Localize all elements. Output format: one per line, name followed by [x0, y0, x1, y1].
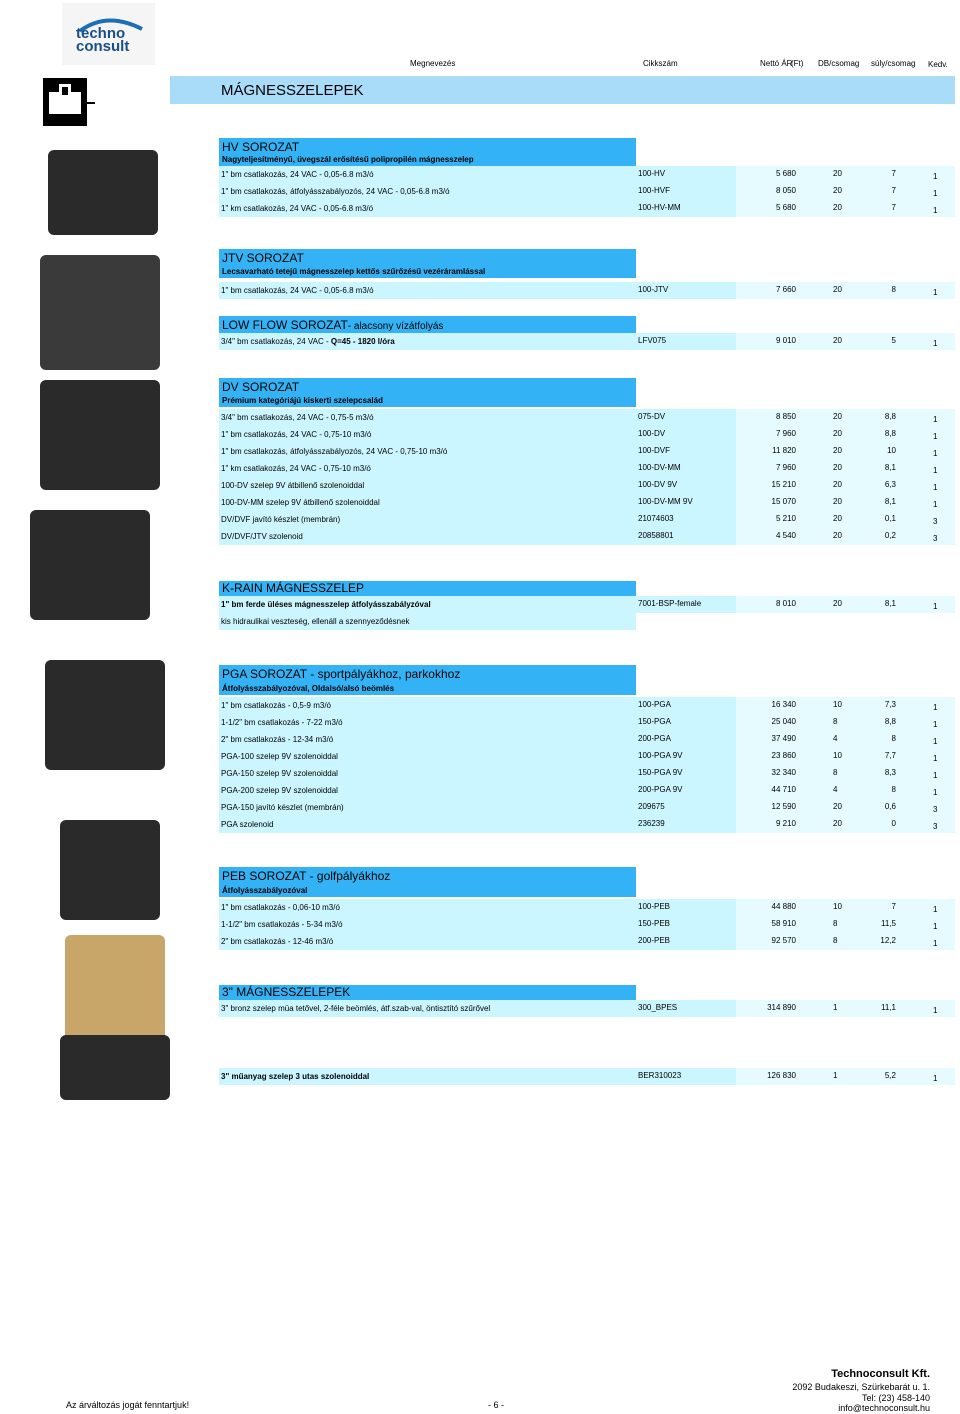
col-header-weight: súly/csomag: [871, 59, 916, 68]
row-code: 100-JTV: [638, 285, 669, 294]
row-code: 100-DV 9V: [638, 480, 678, 489]
row-weight: 8,3: [884, 768, 896, 777]
row-name: [221, 481, 364, 490]
col-header-code: Cikkszám: [643, 59, 678, 68]
row-price: 7 960: [775, 463, 796, 472]
row-weight: 12,2: [880, 936, 896, 945]
row-name: [221, 532, 303, 541]
row-values-cell: [736, 200, 955, 217]
row-code: 200-PGA 9V: [638, 785, 683, 794]
row-pack: 20: [833, 412, 842, 421]
row-name-text: 3/4" bm csatlakozás, 24 VAC -: [221, 337, 331, 346]
row-values-cell: [736, 409, 955, 426]
row-name: [221, 735, 333, 744]
row-name-text: DV/DVF/JTV szolenoid: [221, 532, 303, 541]
row-values-cell: [736, 748, 955, 765]
row-values-cell: [736, 460, 955, 477]
plastic-3in-valve-image: [60, 1035, 170, 1100]
row-price: 5 680: [775, 169, 796, 178]
row-name-text: 2" bm csatlakozás - 12-34 m3/ó: [221, 735, 334, 744]
row-name-text: 100-DV-MM szelep 9V átbillenő szolenoiddal: [221, 498, 380, 507]
row-name: [221, 701, 331, 710]
row-weight: 7: [891, 203, 896, 212]
row-values-cell: [736, 916, 955, 933]
row-pack: 4: [833, 734, 838, 743]
row-weight: 5,2: [884, 1071, 896, 1080]
row-code: 200-PEB: [638, 936, 671, 945]
row-name: [221, 769, 338, 778]
row-code: 100-DV-MM: [638, 463, 681, 472]
row-price: 314 890: [767, 1003, 796, 1012]
row-pack: 20: [833, 186, 842, 195]
row-pack: 8: [833, 768, 838, 777]
row-code: LFV075: [638, 336, 667, 345]
row-pack: 8: [833, 936, 838, 945]
dv-valve-image: [40, 380, 160, 490]
row-pack: 20: [833, 336, 842, 345]
row-price: 8 010: [775, 599, 796, 608]
row-price: 5 680: [775, 203, 796, 212]
section-subtitle: Átfolyásszabályozóval, Oldalsó/alsó beömlés: [222, 684, 395, 693]
section-title: K-RAIN MÁGNESSZELEP: [222, 581, 365, 595]
bronze-valve-image: [65, 935, 165, 1045]
row-name: [221, 1004, 490, 1013]
row-code: 075-DV: [638, 412, 666, 421]
row-code: 300_BPES: [638, 1003, 678, 1012]
row-pack: 20: [833, 531, 842, 540]
row-disc: 1: [933, 415, 938, 424]
row-pack: 20: [833, 446, 842, 455]
footer-rights: Az árváltozás jogát fenntartjuk!: [66, 1400, 190, 1410]
row-disc: 1: [933, 466, 938, 475]
row-pack: 20: [833, 429, 842, 438]
row-pack: 20: [833, 802, 842, 811]
row-name-bold: 3" műanyag szelep 3 utas szolenoiddal: [221, 1072, 370, 1081]
row-weight: 0,6: [884, 802, 896, 811]
row-weight: 0: [891, 819, 896, 828]
row-price: 8 850: [775, 412, 796, 421]
section-header-krain: [219, 581, 636, 596]
row-disc: 3: [933, 822, 938, 831]
peb-valve-image: [60, 820, 160, 920]
row-name-text: 3/4" bm csatlakozás, 24 VAC - 0,75-5 m3/ó: [221, 413, 374, 422]
row-code: 7001-BSP-female: [638, 599, 702, 608]
row-name: [221, 498, 380, 507]
row-pack: 1: [833, 1071, 838, 1080]
row-values-cell: [736, 511, 955, 528]
row-weight: 8,1: [884, 463, 896, 472]
section-subtitle: Átfolyásszabályozóval: [222, 886, 308, 895]
row-name: [221, 600, 431, 609]
row-name-text: kis hidraulikai veszteség, ellenáll a szennyeződésnek: [221, 617, 410, 626]
section-header-dv: [219, 378, 636, 407]
row-weight: 8: [891, 785, 896, 794]
row-name-text: 1" bm csatlakozás - 0,06-10 m3/ó: [221, 903, 340, 912]
row-price: 32 340: [771, 768, 796, 777]
row-code: 236239: [638, 819, 665, 828]
row-name-bold: Q=45 - 1820 l/óra: [330, 337, 395, 346]
row-name: [221, 286, 374, 295]
row-values-cell: [736, 528, 955, 545]
row-name-text: 100-DV szelep 9V átbillenő szolenoiddal: [221, 481, 365, 490]
row-name: [221, 752, 338, 761]
row-name-text: 3" bronz szelep müa tetővel, 2-féle beömlés, átf.szab-val, öntisztító szűrővel: [221, 1004, 491, 1013]
row-values-cell: [736, 816, 955, 833]
row-values-cell: [736, 714, 955, 731]
section-header-3in: [219, 985, 636, 1000]
footer-email: info@technoconsult.hu: [838, 1403, 930, 1413]
section-subtitle: Lecsavarható tetejű mágnesszelep kettős szűrőzésű vezéráramlással: [222, 267, 486, 276]
row-price: 4 540: [775, 531, 796, 540]
row-name: [221, 337, 395, 346]
row-name-text: PGA-200 szelep 9V szolenoiddal: [221, 786, 338, 795]
section-header-lowflow: [219, 316, 636, 333]
row-disc: 1: [933, 1006, 938, 1015]
row-disc: 3: [933, 805, 938, 814]
row-code: 100-DV: [638, 429, 666, 438]
row-pack: 4: [833, 785, 838, 794]
row-price: 44 880: [771, 902, 796, 911]
k-rain-valve-image: [30, 510, 150, 620]
row-values-cell: [736, 782, 955, 799]
row-price: 16 340: [771, 700, 796, 709]
row-name-text: 1" bm csatlakozás, 24 VAC - 0,75-10 m3/ó: [221, 430, 372, 439]
row-pack: 20: [833, 497, 842, 506]
row-values-cell: [736, 799, 955, 816]
row-name-text: 2" bm csatlakozás - 12-46 m3/ó: [221, 937, 334, 946]
section-header-pga: [219, 665, 636, 695]
row-disc: 1: [933, 771, 938, 780]
row-weight: 7: [891, 186, 896, 195]
row-price: 7 960: [775, 429, 796, 438]
row-weight: 8,8: [884, 717, 896, 726]
row-code: 100-PGA: [638, 700, 671, 709]
row-name: [221, 204, 373, 213]
logo-text-line1: techno: [76, 25, 126, 42]
col-header-price: Nettó ÁR: [760, 59, 793, 68]
footer-company: Technoconsult Kft.: [831, 1368, 930, 1380]
col-header-pack: DB/csomag: [818, 59, 860, 68]
row-name: [221, 786, 338, 795]
row-price: 12 590: [771, 802, 796, 811]
row-name: [221, 464, 371, 473]
row-name-text: 1" bm csatlakozás, 24 VAC - 0,05-6.8 m3/ó: [221, 286, 374, 295]
row-values-cell: [736, 183, 955, 200]
row-price: 25 040: [771, 717, 796, 726]
page-title-bar: [170, 76, 955, 104]
row-name-text: 1" bm csatlakozás, 24 VAC - 0,05-6.8 m3/ó: [221, 170, 374, 179]
row-name: [221, 903, 340, 912]
row-weight: 8,8: [884, 429, 896, 438]
row-disc: 1: [933, 939, 938, 948]
row-name-text: 1-1/2" bm csatlakozás - 7-22 m3/ó: [221, 718, 343, 727]
row-values-cell: [736, 731, 955, 748]
row-weight: 8: [891, 285, 896, 294]
valve-category-icon: [43, 78, 95, 126]
row-disc: 1: [933, 1074, 938, 1083]
row-price: 8 050: [775, 186, 796, 195]
row-pack: 8: [833, 919, 838, 928]
row-disc: 1: [933, 172, 938, 181]
row-weight: 11,1: [881, 1003, 896, 1012]
row-name-text: 1" km csatlakozás, 24 VAC - 0,75-10 m3/ó: [221, 464, 371, 473]
logo-text-line2: consult: [76, 38, 130, 55]
row-price: 15 210: [771, 480, 796, 489]
section-title: DV SOROZAT: [222, 380, 300, 394]
row-name: [221, 920, 343, 929]
row-disc: 1: [933, 483, 938, 492]
row-name: [221, 718, 343, 727]
footer-address: 2092 Budakeszi, Szürkebarát u. 1.: [792, 1382, 930, 1392]
row-disc: 1: [933, 432, 938, 441]
row-disc: 1: [933, 189, 938, 198]
row-name-text: 1" bm csatlakozás, átfolyásszabályozós, 24 VAC - 0,05-6.8 m3/ó: [221, 187, 450, 196]
row-name-text: 1" bm csatlakozás, átfolyásszabályozós, 24 VAC - 0,75-10 m3/ó: [221, 447, 448, 456]
row-name-cell: [219, 816, 636, 833]
row-values-cell: [736, 282, 955, 299]
row-pack: 20: [833, 599, 842, 608]
row-code: BER310023: [638, 1071, 682, 1080]
row-weight: 0,1: [884, 514, 896, 523]
col-header-unit: (Ft): [791, 59, 804, 68]
row-name: [221, 515, 340, 524]
row-disc: 1: [933, 602, 938, 611]
row-price: 9 010: [775, 336, 796, 345]
row-name-text: PGA-150 szelep 9V szolenoiddal: [221, 769, 338, 778]
row-weight: 8,1: [884, 497, 896, 506]
section-title: HV SOROZAT: [222, 140, 300, 154]
section-title: JTV SOROZAT: [222, 251, 304, 265]
col-header-name: Megnevezés: [410, 59, 456, 68]
pga-valve-image: [45, 660, 165, 770]
row-code: 20858801: [638, 531, 674, 540]
row-weight: 0,2: [884, 531, 896, 540]
row-name-text: 1-1/2" bm csatlakozás - 5-34 m3/ó: [221, 920, 343, 929]
row-name-text: 1" km csatlakozás, 24 VAC - 0,05-6.8 m3/ó: [221, 204, 374, 213]
row-code: 100-PGA 9V: [638, 751, 683, 760]
row-price: 11 820: [772, 446, 796, 455]
row-weight: 7: [891, 169, 896, 178]
row-name: [221, 187, 450, 196]
row-disc: 1: [933, 788, 938, 797]
row-pack: 10: [833, 902, 842, 911]
row-pack: 20: [833, 514, 842, 523]
row-values-cell: [736, 765, 955, 782]
row-disc: 1: [933, 500, 938, 509]
row-values-cell: [736, 477, 955, 494]
section-title-rest: - alacsony vízátfolyás: [347, 321, 444, 332]
row-name: [221, 413, 374, 422]
row-code: 209675: [638, 802, 665, 811]
row-pack: 20: [833, 169, 842, 178]
section-title-main: LOW FLOW SOROZAT: [222, 318, 348, 332]
row-price: 37 490: [771, 734, 796, 743]
row-code: 100-HVF: [638, 186, 671, 195]
row-weight: 5: [891, 336, 896, 345]
row-disc: 3: [933, 534, 938, 543]
row-values-cell: [736, 494, 955, 511]
row-values-cell: [736, 333, 955, 350]
row-name: [221, 820, 273, 829]
row-name: [221, 430, 371, 439]
col-header-discount: Kedv.: [928, 60, 948, 69]
company-logo: [62, 3, 155, 65]
row-price: 9 210: [775, 819, 796, 828]
row-pack: 10: [833, 751, 842, 760]
row-name: [221, 1072, 369, 1081]
row-name-text: PGA-100 szelep 9V szolenoiddal: [221, 752, 338, 761]
row-pack: 20: [833, 819, 842, 828]
row-weight: 10: [887, 446, 896, 455]
row-pack: 20: [833, 285, 842, 294]
row-weight: 8: [891, 734, 896, 743]
row-weight: 6,3: [884, 480, 896, 489]
row-name: [221, 617, 410, 626]
hv-valve-image: [48, 150, 158, 235]
row-name: [221, 803, 344, 812]
row-pack: 8: [833, 717, 838, 726]
row-code: 21074603: [638, 514, 674, 523]
row-name-bold: 1" bm ferde üléses mágnesszelep átfolyásszabályzóval: [221, 600, 431, 609]
section-title: PEB SOROZAT - golfpályákhoz: [222, 869, 391, 883]
footer-page-number: - 6 -: [488, 1400, 505, 1410]
row-values-cell: [736, 426, 955, 443]
row-weight: 7,7: [884, 751, 896, 760]
row-code: 100-HV-MM: [638, 203, 681, 212]
row-pack: 20: [833, 480, 842, 489]
row-disc: 1: [933, 703, 938, 712]
section-header-hv: [219, 138, 636, 166]
row-price: 44 710: [771, 785, 796, 794]
row-pack: 20: [833, 203, 842, 212]
footer-tel: Tel: (23) 458-140: [861, 1393, 930, 1403]
row-values-cell: [736, 933, 955, 950]
row-pack: 20: [833, 463, 842, 472]
row-pack: 10: [833, 700, 842, 709]
row-weight: 8,1: [884, 599, 896, 608]
section-title: PGA SOROZAT - sportpályákhoz, parkokhoz: [222, 667, 461, 681]
row-code: 150-PGA: [638, 717, 671, 726]
row-name-text: DV/DVF javító készlet (membrán): [221, 515, 341, 524]
jtv-valve-image: [40, 255, 160, 370]
row-name-text: 1" bm csatlakozás - 0,5-9 m3/ó: [221, 701, 331, 710]
row-name: [221, 937, 333, 946]
row-disc: 1: [933, 720, 938, 729]
row-disc: 1: [933, 288, 938, 297]
row-values-cell: [736, 697, 955, 714]
row-values-cell: [736, 596, 955, 613]
row-price: 7 660: [775, 285, 796, 294]
row-disc: 1: [933, 339, 938, 348]
page-title: MÁGNESSZELEPEK: [221, 82, 364, 99]
row-name: [221, 170, 374, 179]
row-weight: 8,8: [884, 412, 896, 421]
section-title: 3" MÁGNESSZELEPEK: [222, 985, 351, 999]
section-title: [222, 318, 443, 332]
row-price: 92 570: [771, 936, 796, 945]
row-disc: 1: [933, 905, 938, 914]
row-name-text: PGA szolenoid: [221, 820, 274, 829]
row-price: 58 910: [771, 919, 796, 928]
row-code: 100-DVF: [638, 446, 671, 455]
row-price: 23 860: [771, 751, 796, 760]
row-disc: 1: [933, 922, 938, 931]
row-code: 150-PGA 9V: [638, 768, 683, 777]
row-code: 150-PEB: [638, 919, 671, 928]
row-pack: 1: [833, 1003, 838, 1012]
row-values-cell: [736, 443, 955, 460]
row-name: [221, 447, 447, 456]
row-code: 200-PGA: [638, 734, 671, 743]
section-header-jtv: [219, 249, 636, 278]
row-code: 100-HV: [638, 169, 666, 178]
row-disc: 1: [933, 754, 938, 763]
section-subtitle: Prémium kategóriájú kiskerti szelepcsalád: [222, 396, 383, 405]
row-price: 15 070: [771, 497, 796, 506]
row-weight: 7: [891, 902, 896, 911]
row-disc: 1: [933, 737, 938, 746]
row-disc: 1: [933, 449, 938, 458]
row-price: 126 830: [767, 1071, 796, 1080]
row-code: 100-PEB: [638, 902, 671, 911]
section-header-peb: [219, 867, 636, 897]
row-code: 100-DV-MM 9V: [638, 497, 693, 506]
row-price: 5 210: [775, 514, 796, 523]
section-subtitle: Nagyteljesítményű, üvegszál erősítésű polipropilén mágnesszelep: [222, 155, 474, 164]
row-values-cell: [736, 899, 955, 916]
row-values-cell: [736, 166, 955, 183]
row-weight: 7,3: [884, 700, 896, 709]
row-name-text: PGA-150 javító készlet (membrán): [221, 803, 344, 812]
row-disc: 1: [933, 206, 938, 215]
row-disc: 3: [933, 517, 938, 526]
row-weight: 11,5: [881, 919, 896, 928]
